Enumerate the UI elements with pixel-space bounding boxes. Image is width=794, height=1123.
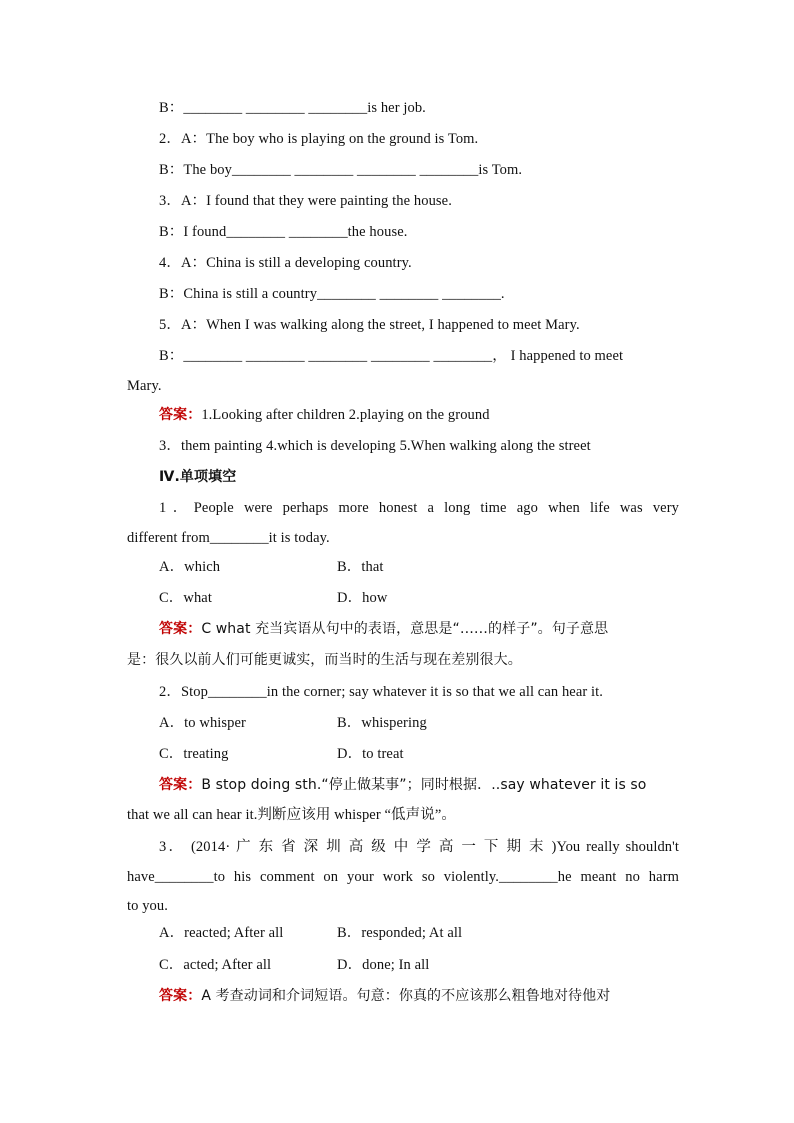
- answer-line: 3．them painting 4.which is developing 5.When walking along the street: [159, 438, 591, 454]
- text-line: 4．A：China is still a developing country.: [159, 255, 412, 271]
- options-row: [159, 588, 559, 608]
- answer-text: 1.Looking after children 2.playing on the ground: [201, 407, 490, 423]
- option-c: C．treating: [159, 746, 229, 762]
- option-c: C．what: [159, 590, 212, 606]
- answer-line: [159, 405, 490, 425]
- answer-text: C what 充当宾语从句中的表语，意思是“……的样子”。句子意思: [201, 621, 609, 637]
- answer-text: A 考查动词和介词短语。句意：你真的不应该那么粗鲁地对待他对: [201, 988, 611, 1004]
- text-line: B：________ ________ ________is her job.: [159, 100, 426, 116]
- text-line: 5．A：When I was walking along the street, I happened to meet Mary.: [159, 317, 580, 333]
- question-3-cont: have________to his comment on your work so violently.________he meant no harm: [127, 869, 679, 885]
- option-c: C．acted; After all: [159, 957, 272, 973]
- question-3-cont: to you.: [127, 898, 168, 914]
- section-heading: Ⅳ.单项填空: [159, 469, 237, 485]
- question-1: 1．People were perhaps more honest a long time ago when life was very: [159, 500, 679, 516]
- answer-label: 答案：: [159, 777, 202, 793]
- answer-label: 答案：: [159, 988, 202, 1004]
- answer-text: B stop doing sth.“停止做某事”；同时根据．..say whatever it is so: [201, 777, 647, 793]
- option-d: D．how: [337, 590, 388, 606]
- options-row: [159, 713, 559, 733]
- text-line: B：The boy________ ________ ________ ________is Tom.: [159, 162, 523, 178]
- options-row: [159, 923, 559, 943]
- options-row: [159, 557, 559, 577]
- option-d: D．done; In all: [337, 957, 430, 973]
- text-line: B：________ ________ ________ ________ ________， I happened to meet: [159, 348, 624, 364]
- option-b: B．that: [337, 559, 384, 575]
- text-line: B：I found________ ________the house.: [159, 224, 408, 240]
- text-line: 3．A：I found that they were painting the house.: [159, 193, 452, 209]
- answer-label: 答案：: [159, 407, 202, 423]
- option-b: B．responded; At all: [337, 925, 463, 941]
- question-2: 2．Stop________in the corner; say whatever it is so that we all can hear it.: [159, 684, 604, 700]
- question-3: 3． (2014· 广 东 省 深 圳 高 级 中 学 高 一 下 期 末 )You really shouldn't: [159, 839, 679, 855]
- option-b: B．whispering: [337, 715, 427, 731]
- option-a: A．which: [159, 559, 221, 575]
- options-row: [159, 744, 559, 764]
- text-line: 2．A：The boy who is playing on the ground is Tom.: [159, 131, 479, 147]
- options-row: [159, 955, 559, 975]
- answer-line: [159, 619, 608, 639]
- answer-line: [159, 775, 646, 795]
- option-a: A．reacted; After all: [159, 925, 284, 941]
- question-1-cont: different from________it is today.: [127, 530, 330, 546]
- answer-line-cont: that we all can hear it.判断应该用 whisper “低声说”。: [127, 807, 456, 823]
- answer-label: 答案：: [159, 621, 202, 637]
- option-a: A．to whisper: [159, 715, 246, 731]
- option-d: D．to treat: [337, 746, 404, 762]
- answer-line: [159, 986, 610, 1006]
- text-line: B：China is still a country________ ________ ________.: [159, 286, 505, 302]
- answer-line-cont: 是：很久以前人们可能更诚实，而当时的生活与现在差别很大。: [127, 652, 522, 668]
- text-line: Mary.: [127, 378, 162, 394]
